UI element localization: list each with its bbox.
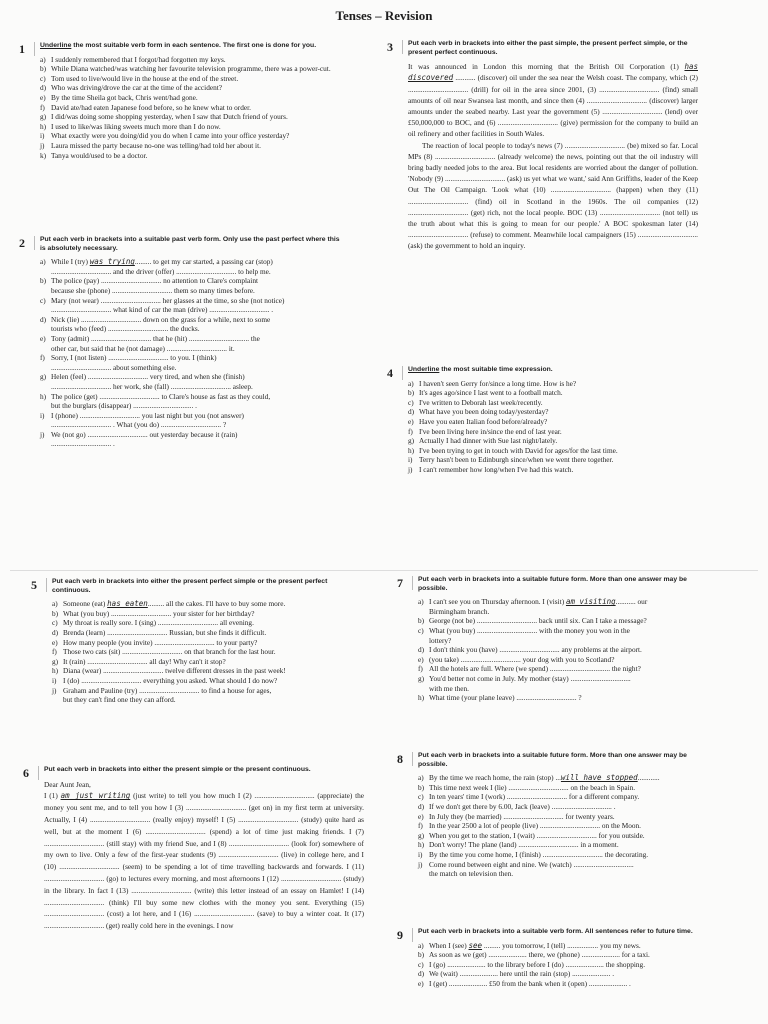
exercise-number: 8 <box>388 752 413 766</box>
exercise-item <box>418 773 710 783</box>
item-text: (you take) ................................. your dog with you to Scotland? <box>429 654 615 664</box>
item-letter: c) <box>52 618 58 628</box>
exercise-item <box>40 131 340 141</box>
item-letter: e) <box>40 333 46 343</box>
exercise-item <box>52 686 352 696</box>
item-text: I can't remember how long/when I've had this watch. <box>419 464 574 474</box>
item-text: Helen (feel) ................................. very tired, and when she (finish) <box>51 372 245 382</box>
item-text: By the time we reach home, the rain (stop) ... <box>429 773 561 783</box>
exercise-item <box>40 334 340 344</box>
item-text: Tom used to live/would live in the house at the end of the street. <box>51 73 239 83</box>
item-continuation: but they can't find one they can afford. <box>63 695 176 705</box>
exercise-item <box>52 618 352 628</box>
exercise-number: 2 <box>10 236 35 250</box>
exercise-instruction: Put each verb in brackets into either the past simple, the present perfect simple, or the present perfect continuous. <box>408 40 688 56</box>
item-letter: a) <box>418 773 424 783</box>
exercise-number: 7 <box>388 576 413 590</box>
example-answer: see <box>468 940 483 950</box>
exercise-item <box>418 802 710 812</box>
exercise-item <box>40 141 340 151</box>
exercise-item <box>418 645 710 655</box>
exercise-item <box>40 296 340 306</box>
item-letter: j) <box>40 140 45 150</box>
item-text: In the year 2500 a lot of people (live) ................................. on the Moon. <box>429 821 641 831</box>
item-text: Someone (eat) <box>63 599 108 609</box>
exercise-item <box>52 599 352 609</box>
exercise-item <box>408 427 698 437</box>
item-text: Brenda (learn) ................................. Russian, but she finds it difficult. <box>63 627 267 637</box>
item-text: ......... all the cakes. I'll have to buy some more. <box>147 599 286 609</box>
item-letter: e) <box>418 654 424 664</box>
exercise-item <box>408 436 698 446</box>
exercise-item <box>40 93 340 103</box>
exercise-item <box>40 122 340 132</box>
exercise-item <box>418 674 710 684</box>
item-continuation: the match on television then. <box>429 869 514 879</box>
item-text: How many people (you invite) ................................. to your party? <box>63 637 258 647</box>
item-text: If we don't get there by 6.00, Jack (leave) ................................. . <box>429 801 616 811</box>
exercise-number: 9 <box>388 928 413 942</box>
item-text: George (not be) ................................. back until six. Can I take a message? <box>429 616 647 626</box>
item-continuation: ................................. what kind of car the man (drive) ................................. . <box>51 305 274 315</box>
item-text: Come round between eight and nine. We (watch) ................................. <box>429 859 634 869</box>
item-text: I've been living here in/since the end of last year. <box>419 426 562 436</box>
item-letter: b) <box>418 782 425 792</box>
exercise-item <box>40 112 340 122</box>
exercise-item <box>52 638 352 648</box>
item-letter: a) <box>418 940 424 950</box>
item-letter: j) <box>418 859 423 869</box>
passage-paragraph-1: It was announced in London this morning that the British Oil Corporation (1) has discovered ........... (discover) oil under the sea near the Welsh coast. The company, which (2) ................................. (drill) for oil in the area since 2001, (3) ................................. (find) small amounts of oil near Swansea last month, and since then (4) ................................. (discover) larger amounts under the seabed nearby. Last year the government (5) ................................. (lend) over £50,000,000 to BOC, and (6) ................................. (give) permission for the company to build an oil refinery and other facilities in South Wales. <box>408 62 698 139</box>
item-text: We (wait) ..................... here until the rain (stop) ..................... . <box>429 969 615 979</box>
item-text: Actually I had dinner with Sue last night/lately. <box>419 436 558 446</box>
item-text: Tony (admit) ................................. that he (hit) ................................. the <box>51 333 260 343</box>
item-continuation: ................................. and the driver (offer) ................................. to help me. <box>51 266 271 276</box>
item-text: The police (get) ................................. to Clare's house as fast as they could, <box>51 391 271 401</box>
exercise-item <box>52 609 352 619</box>
letter-body: I (1) am just writing (just write) to tell you how much I (2) ................................. (appreciate) the money you sent me, and to tell you how I (3) ................................. (get on) in my first term at university. Actually, I (4) ................................. (really enjoy) myself! I (5) ................................. (study) quite hard as well, but at the moment I (6) ................................. (spend) a lot of time just making friends. I (7) ................................. (still stay) with my friend Sue, and I (8) ................................. (look for) somewhere of my own to live. Only a few of the first-year students (9) ................................. (live) in college here, and I (10) ................................. (seem) to be spending a lot of time travelling backwards and forwards. I (11) ................................. (go) to lectures every morning, and most afternoons I (12) ................................. (study) in the library. In fact I (13) ................................. (write) this letter instead of an essay on Hamlet! I (14) ................................. (think) I'll buy some new clothes with the money you sent. Everything (15) ................................. (cost) a lot here, and I (16) ................................. (save) to buy a winter coat. It (17) ................................. (get) really cold here in the evenings. I now <box>44 791 364 931</box>
item-text: While I (try) <box>51 257 90 267</box>
exercise-item <box>418 840 710 850</box>
item-letter: i) <box>40 131 45 141</box>
exercise-item <box>418 950 710 960</box>
item-text: Tanya would/used to be a doctor. <box>51 150 148 160</box>
item-text: What (you buy) ................................. with the money you won in the <box>429 625 630 635</box>
exercise-instruction: Put each verb in brackets into a suitable past verb form. Only use the past perfect where this is absolutely necessary. <box>40 236 340 252</box>
exercise-item <box>52 676 352 686</box>
item-letter: e) <box>408 416 414 426</box>
exercise-item <box>408 407 698 417</box>
exercise-number: 1 <box>10 42 35 56</box>
item-text: The police (pay) ................................. no attention to Clare's complaint <box>51 276 259 286</box>
item-text: I (phone) ................................. you last night but you (not answer) <box>51 410 244 420</box>
exercise-item <box>40 372 340 382</box>
item-text: Have you eaten Italian food before/already? <box>419 416 548 426</box>
item-letter: f) <box>418 821 423 831</box>
item-letter: i) <box>52 675 57 685</box>
exercise-item <box>418 831 710 841</box>
exercise-item <box>418 941 710 951</box>
item-text: Nick (lie) ................................. down on the grass for a while, next to some <box>51 314 271 324</box>
item-text: We (not go) ................................. out yesterday because it (rain) <box>51 429 238 439</box>
item-text: What exactly were you doing/did you do when I came into your office yesterday? <box>51 131 290 141</box>
example-answer: am just writing <box>60 791 131 801</box>
item-text: I (get) ..................... £50 from the bank when it (open) ..................... . <box>429 978 631 988</box>
item-letter: j) <box>408 464 413 474</box>
item-letter: a) <box>418 597 424 607</box>
exercise-item <box>40 151 340 161</box>
item-text: In July they (be married) ................................. for twenty years. <box>429 811 615 821</box>
item-letter: f) <box>408 426 413 436</box>
section-divider <box>10 570 758 571</box>
item-continuation: because she (phone) ................................. them so many times before. <box>51 285 255 295</box>
exercise-item <box>40 411 340 421</box>
item-text: All the hotels are full. Where (we spend) ................................. the night? <box>429 664 641 674</box>
item-letter: j) <box>52 685 57 695</box>
example-answer: has discovered <box>408 62 698 83</box>
exercise-item <box>40 315 340 325</box>
item-letter: i) <box>418 849 423 859</box>
item-text: When I (see) <box>429 940 469 950</box>
item-letter: c) <box>40 73 46 83</box>
item-letter: g) <box>408 436 415 446</box>
exercise-item <box>40 276 340 286</box>
item-text: My throat is really sore. I (sing) ................................. all evening. <box>63 618 254 628</box>
exercise-item <box>418 783 710 793</box>
item-text: Laura missed the party because no-one was telling/had told her about it. <box>51 140 261 150</box>
item-letter: g) <box>40 372 47 382</box>
exercise-item <box>418 655 710 665</box>
exercise-item <box>52 666 352 676</box>
item-text: I (go) ..................... to the library before I (do) ..................... the shopping. <box>429 959 646 969</box>
item-letter: b) <box>418 616 425 626</box>
item-text: What have you been doing today/yesterday? <box>419 407 549 417</box>
exercise-item <box>418 850 710 860</box>
item-letter: d) <box>40 83 47 93</box>
item-letter: f) <box>418 664 423 674</box>
item-text: This time next week I (lie) ................................. on the beach in Spain. <box>429 782 636 792</box>
item-letter: a) <box>408 378 414 388</box>
item-text: I haven't seen Gerry for/since a long time. How is he? <box>419 378 577 388</box>
exercise-item <box>40 353 340 363</box>
exercise-item <box>408 388 698 398</box>
item-text: I've been trying to get in touch with David for ages/for the last time. <box>419 445 618 455</box>
item-text: Diana (wear) ................................. twelve different dresses in the past week! <box>63 666 286 676</box>
item-letter: c) <box>40 295 46 305</box>
exercise-item <box>40 74 340 84</box>
item-letter: b) <box>418 950 425 960</box>
item-text: I used to like/was liking sweets much more than I do now. <box>51 121 221 131</box>
exercise-instruction: Put each verb in brackets into a suitable future form. More than one answer may be possible. <box>418 576 687 592</box>
item-letter: b) <box>52 608 59 618</box>
item-letter: f) <box>40 102 45 112</box>
exercise-instruction: Underline the most suitable verb form in each sentence. The first one is done for you. <box>40 42 317 49</box>
item-letter: h) <box>418 693 425 703</box>
example-answer: will have stopped <box>560 773 638 783</box>
item-letter: e) <box>418 811 424 821</box>
item-letter: b) <box>408 388 415 398</box>
exercise-item <box>40 430 340 440</box>
item-text: Don't worry! The plane (land) ................................. in a moment. <box>429 840 619 850</box>
exercise-item <box>52 647 352 657</box>
item-text: You'd better not come in July. My mother (stay) ................................. <box>429 673 631 683</box>
exercise-instruction: Put each verb in brackets into either the present perfect simple or the present perfect continuous. <box>52 578 328 594</box>
item-letter: a) <box>52 599 58 609</box>
exercise-item <box>418 860 710 870</box>
exercise-item <box>408 465 698 475</box>
exercise-instruction: Put each verb in brackets into either the present simple or the present continuous. <box>44 766 311 773</box>
exercise-item <box>418 616 710 626</box>
item-text: David ate/had eaten Japanese food before, so he knew what to order. <box>51 102 251 112</box>
exercise-item <box>40 83 340 93</box>
item-letter: e) <box>418 978 424 988</box>
item-text: Who was driving/drove the car at the time of the accident? <box>51 83 223 93</box>
item-letter: d) <box>408 407 415 417</box>
exercise-item <box>418 792 710 802</box>
page-title: Tenses – Revision <box>335 8 433 23</box>
exercise-instruction: Underline the most suitable time expression. <box>408 366 553 373</box>
item-letter: b) <box>40 64 47 74</box>
item-letter: a) <box>40 257 46 267</box>
example-answer: was trying <box>89 257 135 267</box>
item-continuation: lottery? <box>429 635 452 645</box>
item-text: Those two cats (sit) ................................. on that branch for the last hour. <box>63 647 276 657</box>
item-letter: i) <box>408 455 413 465</box>
item-letter: j) <box>40 429 45 439</box>
exercise-item <box>408 398 698 408</box>
exercise-item <box>418 960 710 970</box>
exercise-item <box>418 969 710 979</box>
item-continuation: ................................. her work, she (fall) ................................. asleep. <box>51 381 253 391</box>
exercise-number: 6 <box>14 766 39 780</box>
item-text: What time (your plane leave) ................................. ? <box>429 693 582 703</box>
exercise-number: 5 <box>22 578 47 592</box>
exercise-item <box>52 628 352 638</box>
item-continuation: tourists who (feed) ................................. the ducks. <box>51 324 200 334</box>
item-letter: d) <box>418 645 425 655</box>
exercise-item <box>418 664 710 674</box>
item-letter: a) <box>40 54 46 64</box>
item-text: When you get to the station, I (wait) ................................. for you outside. <box>429 830 645 840</box>
exercise-item <box>40 55 340 65</box>
item-continuation: ................................. about something else. <box>51 362 177 372</box>
item-text: ........... our <box>615 597 648 607</box>
item-text: I did/was doing some shopping yesterday, when I saw that Dutch friend of yours. <box>51 112 288 122</box>
item-letter: c) <box>418 959 424 969</box>
item-letter: g) <box>52 656 59 666</box>
exercise-item <box>408 417 698 427</box>
item-text: While Diana watched/was watching her favourite television programme, there was a power-cut. <box>51 64 331 74</box>
exercise-item <box>40 103 340 113</box>
item-text: Terry hasn't been to Edinburgh since/when we went there together. <box>419 455 614 465</box>
item-text: By the time Sheila got back, Chris went/had gone. <box>51 92 198 102</box>
item-continuation: other car, but said that he (not damage) ................................. it. <box>51 343 235 353</box>
item-text: I (do) ................................. everything you asked. What should I do now? <box>63 675 278 685</box>
item-letter: e) <box>40 92 46 102</box>
example-answer: am visiting <box>565 597 616 607</box>
exercise-item <box>408 379 698 389</box>
item-letter: d) <box>418 969 425 979</box>
item-text: Graham and Pauline (try) ................................. to find a house for ages, <box>63 685 272 695</box>
item-text: ......... you tomorrow, I (tell) ................. you my news. <box>482 940 641 950</box>
item-letter: b) <box>40 276 47 286</box>
item-letter: d) <box>52 627 59 637</box>
passage-paragraph-2: The reaction of local people to today's news (7) ................................. (be) mixed so far. Local MPs (8) ................................. (already welcome) the news, pointing out that the oil industry will bring badly needed jobs to the area. But local residents are worried about the danger of pollution. 'Nobody (9) ................................. (ask) us yet what we want,' said Ann Griffiths, leader of the Keep Out The Oil Campaign. 'Look what (10) ................................. (happen) when they (11) ................................. (find) oil in Scotland in the 1960s. The oil companies (12) ................................. (get) rich, not the local people. BOC (13) ................................. (not tell) us the truth about what this is going to mean for our people.' A BOC spokesman later (14) ................................. (refuse) to comment. Meanwhile local campaigners (15) ................................. (ask) the government to hold an inquiry. <box>408 140 698 251</box>
exercise-item <box>408 455 698 465</box>
item-letter: h) <box>40 121 47 131</box>
item-text: It (rain) ................................. all day! Why can't it stop? <box>63 656 226 666</box>
item-letter: d) <box>418 801 425 811</box>
exercise-number: 4 <box>378 366 403 380</box>
item-letter: c) <box>408 397 414 407</box>
item-text: I don't think you (have) ................................. any problems at the airport. <box>429 645 642 655</box>
letter-greeting: Dear Aunt Jean, <box>44 779 91 789</box>
item-continuation: but the burglars (disappear) ................................. . <box>51 401 197 411</box>
exercise-number: 3 <box>378 40 403 54</box>
item-text: ......... to get my car started, a passing car (stop) <box>134 257 273 267</box>
item-letter: d) <box>40 314 47 324</box>
item-text: It's ages ago/since I last went to a football match. <box>419 388 563 398</box>
item-continuation: ................................. . What (you do) ................................. ? <box>51 420 227 430</box>
exercise-item <box>40 392 340 402</box>
item-letter: c) <box>418 625 424 635</box>
item-continuation: Birmingham branch. <box>429 606 490 616</box>
item-text: I suddenly remembered that I forgot/had forgotten my keys. <box>51 54 226 64</box>
item-text: What (you buy) ................................. your sister for her birthday? <box>63 608 255 618</box>
item-letter: e) <box>52 637 58 647</box>
exercise-item <box>418 626 710 636</box>
exercise-item <box>408 446 698 456</box>
exercise-item <box>418 693 710 703</box>
item-text: As soon as we (get) ..................... there, we (phone) ..................... for a taxi. <box>429 950 650 960</box>
item-letter: h) <box>52 666 59 676</box>
item-text: By the time you come home, I (finish) ................................. the decorating. <box>429 849 649 859</box>
exercise-item <box>40 64 340 74</box>
item-letter: h) <box>418 840 425 850</box>
item-letter: k) <box>40 150 47 160</box>
item-text: I've written to Deborah last week/recently. <box>419 397 543 407</box>
item-letter: g) <box>418 673 425 683</box>
item-text: I can't see you on Thursday afternoon. I (visit) <box>429 597 566 607</box>
item-letter: f) <box>40 353 45 363</box>
item-letter: g) <box>418 830 425 840</box>
item-letter: f) <box>52 647 57 657</box>
item-text: ............ <box>637 773 660 783</box>
item-letter: c) <box>418 792 424 802</box>
item-continuation: with me then. <box>429 683 469 693</box>
item-text: Sorry, I (not listen) ................................. to you. I (think) <box>51 353 217 363</box>
example-answer: has eaten <box>107 599 148 609</box>
exercise-instruction: Put each verb in brackets into a suitable future form. More than one answer may be possible. <box>418 752 687 768</box>
item-continuation: ................................. . <box>51 439 115 449</box>
exercise-item <box>52 657 352 667</box>
exercise-item <box>418 812 710 822</box>
item-letter: g) <box>40 112 47 122</box>
exercise-instruction: Put each verb in brackets into a suitable verb form. All sentences refer to future time. <box>418 928 693 935</box>
item-letter: h) <box>408 445 415 455</box>
item-text: Mary (not wear) ................................. her glasses at the time, so she (not notice) <box>51 295 285 305</box>
exercise-item <box>418 597 710 607</box>
exercise-item <box>418 821 710 831</box>
exercise-item <box>40 257 340 267</box>
item-letter: h) <box>40 391 47 401</box>
item-letter: i) <box>40 410 45 420</box>
exercise-item <box>418 979 710 989</box>
item-text: In ten years' time I (work) ................................. for a different company. <box>429 792 640 802</box>
